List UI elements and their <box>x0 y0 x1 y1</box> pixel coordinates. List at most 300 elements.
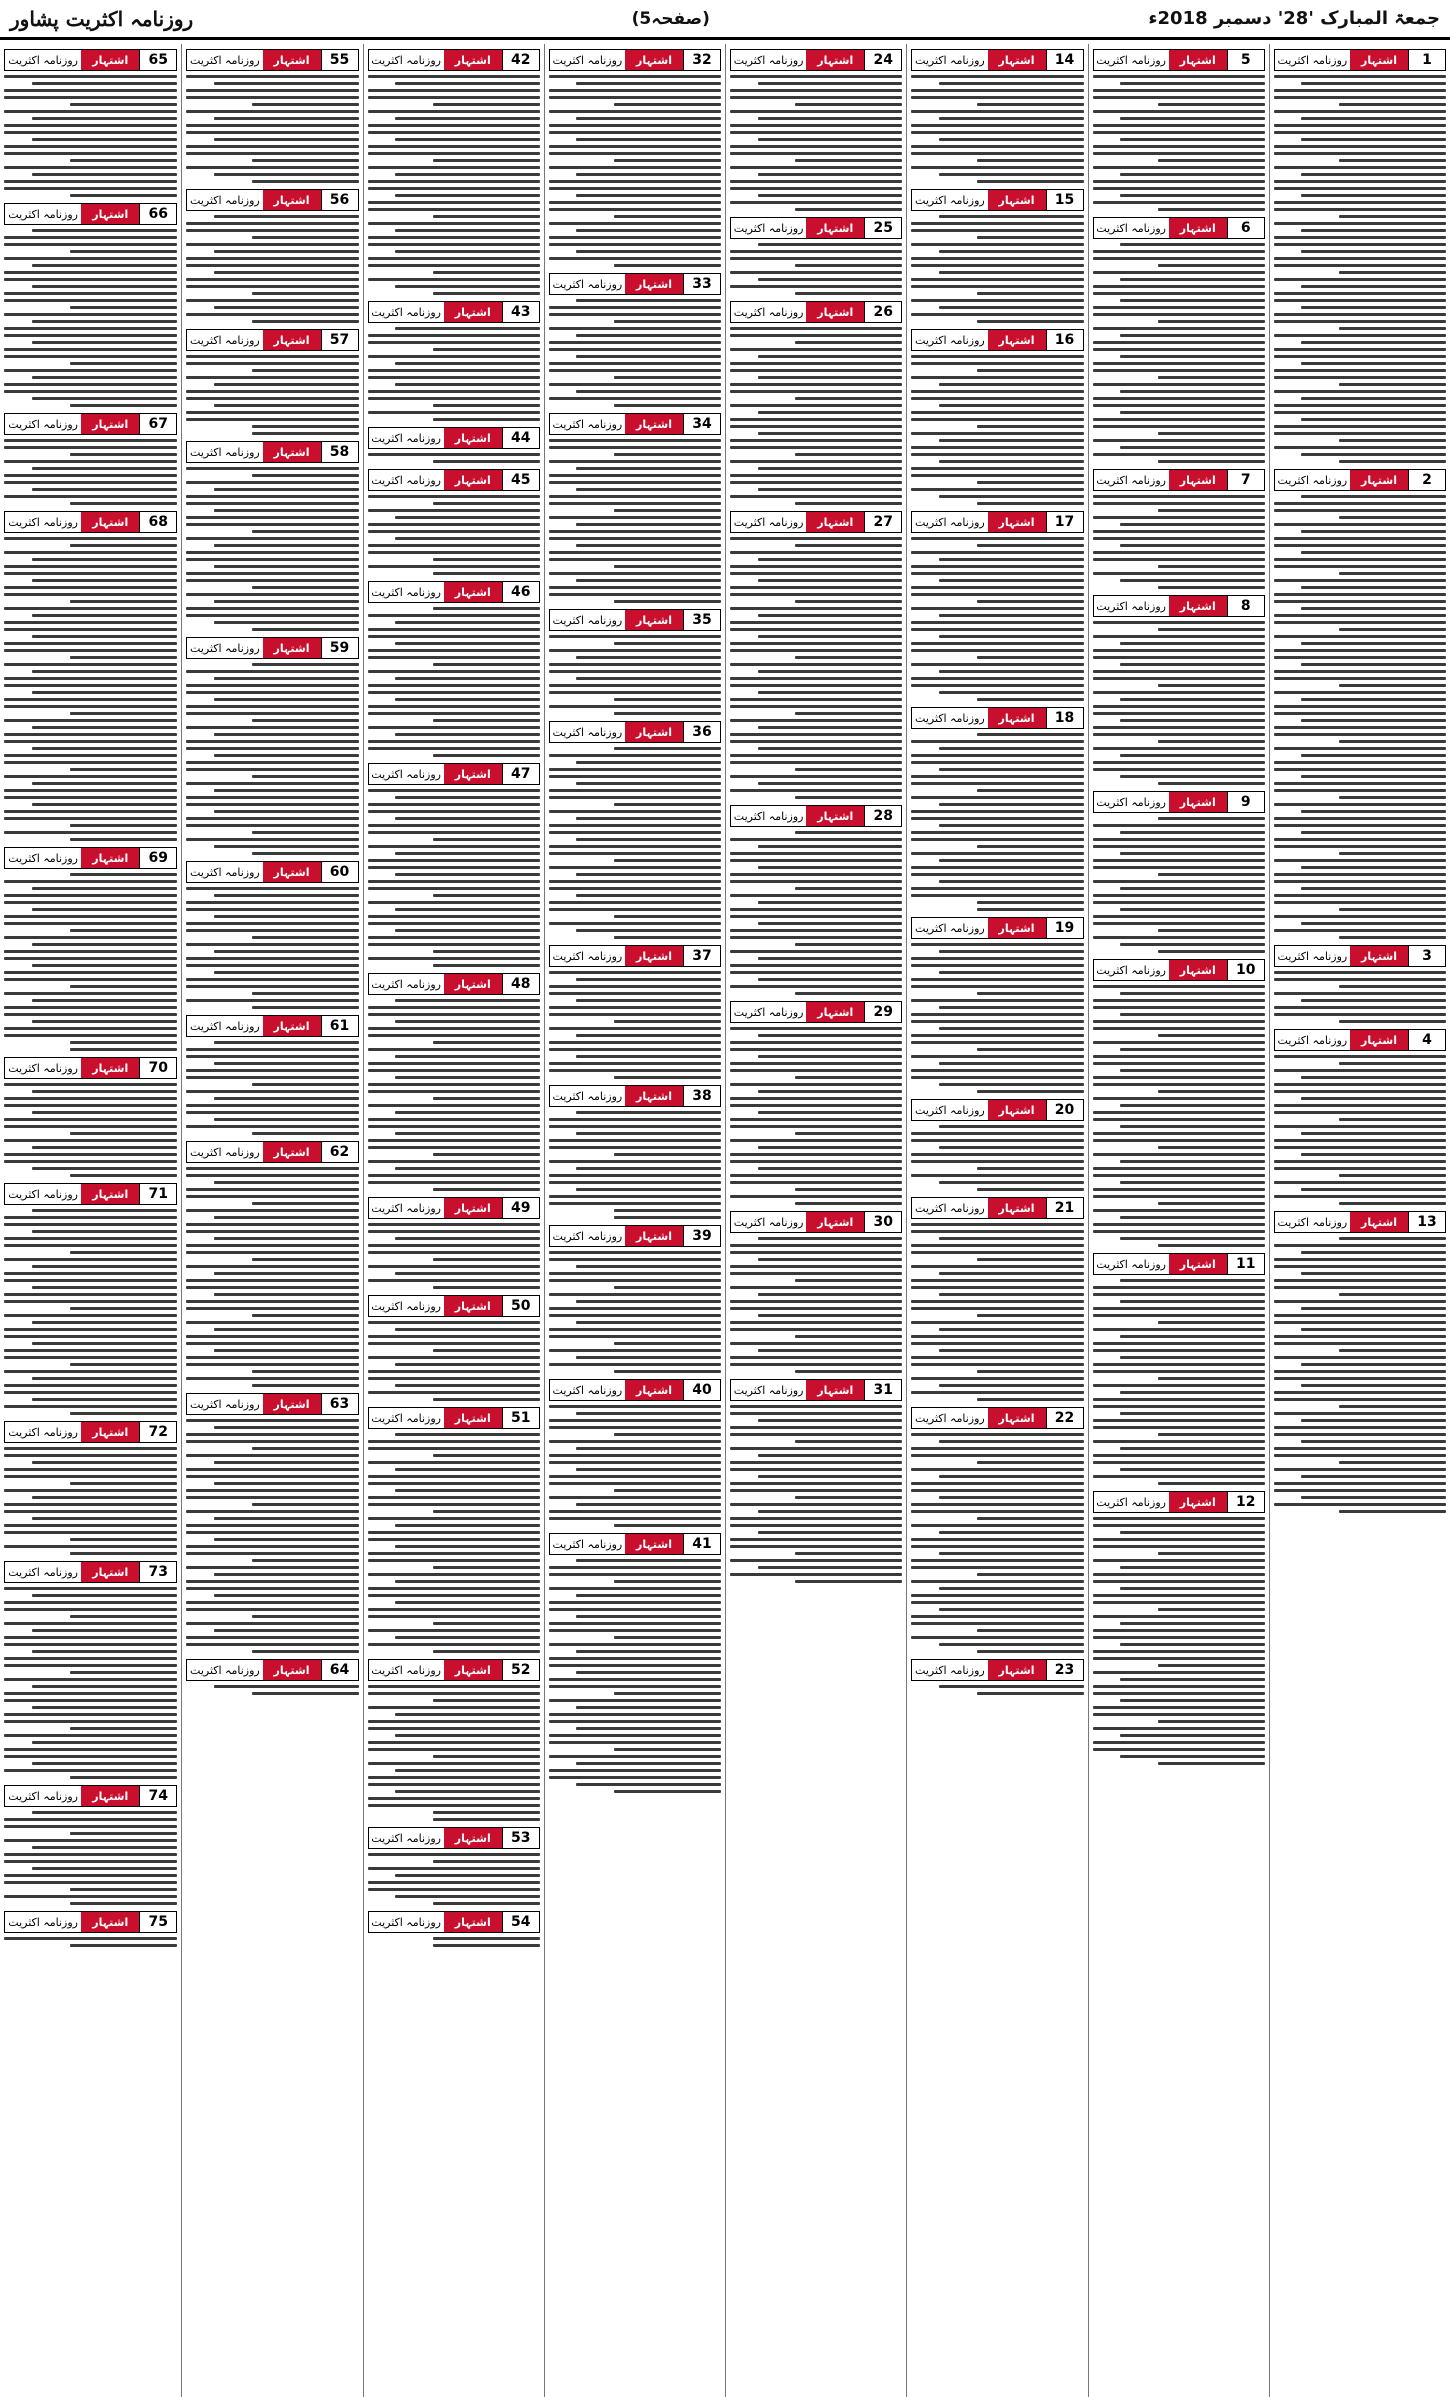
text-line <box>549 89 721 92</box>
text-line <box>549 1328 721 1331</box>
text-line <box>433 1699 540 1702</box>
text-line <box>730 936 902 939</box>
text-line <box>549 551 721 554</box>
text-line <box>4 1699 177 1702</box>
text-line <box>1093 985 1265 988</box>
text-line <box>730 740 902 743</box>
notice-17 <box>911 511 1083 701</box>
text-line <box>1093 649 1265 652</box>
text-line <box>549 670 721 673</box>
notice-body-text <box>368 327 540 421</box>
text-line <box>1274 1160 1446 1163</box>
text-line <box>911 677 1083 680</box>
text-line <box>368 1335 540 1338</box>
notice-source-label: روزنامہ اکثریت <box>5 50 81 70</box>
text-line <box>186 817 358 820</box>
notice-body-text <box>4 1447 177 1555</box>
text-line <box>1274 838 1446 841</box>
text-line <box>1274 313 1446 316</box>
text-line <box>1274 747 1446 750</box>
text-line <box>758 432 903 435</box>
text-line <box>1120 1104 1265 1107</box>
text-line <box>730 166 902 169</box>
notice-number: 71 <box>139 1184 176 1204</box>
notice-body-text <box>1274 971 1446 1023</box>
text-line <box>1093 705 1265 708</box>
text-line <box>549 1062 721 1065</box>
text-line <box>549 110 721 113</box>
text-line <box>576 1671 721 1674</box>
notice-50 <box>368 1295 540 1401</box>
text-line <box>1120 355 1265 358</box>
text-line <box>368 131 540 134</box>
text-line <box>368 1559 540 1562</box>
text-line <box>1120 1643 1265 1646</box>
text-line <box>795 1370 902 1373</box>
notice-brand-label: اشتہار <box>988 1660 1046 1680</box>
text-line <box>730 1048 902 1051</box>
text-line <box>186 516 358 519</box>
text-line <box>730 572 902 575</box>
text-line <box>758 957 903 960</box>
text-line <box>70 873 177 876</box>
text-line <box>1301 607 1446 610</box>
text-line <box>1158 1034 1265 1037</box>
text-line <box>1274 1083 1446 1086</box>
text-line <box>939 1146 1084 1149</box>
text-line <box>368 1629 540 1632</box>
text-line <box>549 145 721 148</box>
text-line <box>911 1244 1083 1247</box>
text-line <box>368 789 540 792</box>
text-line <box>395 1384 540 1387</box>
text-line <box>4 334 177 337</box>
text-line <box>795 600 902 603</box>
notice-number: 65 <box>139 50 176 70</box>
notice-source-label: روزنامہ اکثریت <box>912 512 987 532</box>
notice-header <box>186 49 358 71</box>
text-line <box>911 278 1083 281</box>
text-line <box>911 145 1083 148</box>
text-line <box>4 1160 177 1163</box>
text-line <box>1274 1489 1446 1492</box>
text-line <box>1274 1265 1446 1268</box>
text-line <box>4 1447 177 1450</box>
text-line <box>368 1090 540 1093</box>
text-line <box>1093 1328 1265 1331</box>
text-line <box>730 187 902 190</box>
text-line <box>795 1279 902 1282</box>
page-number: (صفحہ5) <box>631 9 710 29</box>
notice-body-text <box>1093 1517 1265 1765</box>
text-line <box>549 222 721 225</box>
text-line <box>730 1468 902 1471</box>
text-line <box>614 698 721 701</box>
text-line <box>1093 1055 1265 1058</box>
text-line <box>730 75 902 78</box>
text-line <box>939 635 1084 638</box>
text-line <box>1093 348 1265 351</box>
text-line <box>977 1258 1084 1261</box>
text-line <box>186 978 358 981</box>
text-line <box>758 558 903 561</box>
text-line <box>1158 509 1265 512</box>
text-line <box>1120 1622 1265 1625</box>
notice-body-text <box>911 75 1083 183</box>
text-line <box>4 439 177 442</box>
text-line <box>1274 992 1446 995</box>
text-line <box>4 1748 177 1751</box>
text-line <box>730 110 902 113</box>
text-line <box>186 1174 358 1177</box>
text-line <box>1274 1139 1446 1142</box>
text-line <box>32 1209 178 1212</box>
text-line <box>911 628 1083 631</box>
notice-header <box>186 1393 358 1415</box>
text-line <box>395 117 540 120</box>
text-line <box>368 1342 540 1345</box>
notice-60 <box>186 861 358 1009</box>
text-line <box>1274 1104 1446 1107</box>
text-line <box>70 1251 177 1254</box>
notice-31 <box>730 1379 902 1583</box>
text-line <box>1120 719 1265 722</box>
text-line <box>911 362 1083 365</box>
text-line <box>1093 866 1265 869</box>
text-line <box>730 334 902 337</box>
notice-body-text <box>186 887 358 1009</box>
notice-body-text <box>368 1321 540 1401</box>
text-line <box>70 544 177 547</box>
text-line <box>549 992 721 995</box>
text-line <box>1120 194 1265 197</box>
text-line <box>186 684 358 687</box>
notice-number: 28 <box>864 806 901 826</box>
text-line <box>1274 656 1446 659</box>
text-line <box>1158 1377 1265 1380</box>
text-line <box>368 656 540 659</box>
text-line <box>939 1328 1084 1331</box>
text-line <box>4 383 177 386</box>
text-line <box>730 1482 902 1485</box>
notice-brand-label: اشتہار <box>81 1422 139 1442</box>
text-line <box>911 299 1083 302</box>
text-line <box>549 208 721 211</box>
text-line <box>549 971 721 974</box>
text-line <box>911 432 1083 435</box>
text-line <box>368 880 540 883</box>
text-line <box>1093 502 1265 505</box>
text-line <box>368 1720 540 1723</box>
notice-36 <box>549 721 721 939</box>
text-line <box>576 334 721 337</box>
text-line <box>186 1069 358 1072</box>
notice-header <box>549 273 721 295</box>
text-line <box>1093 691 1265 694</box>
text-line <box>4 1664 177 1667</box>
text-line <box>368 1727 540 1730</box>
text-line <box>1158 1244 1265 1247</box>
text-line <box>549 446 721 449</box>
text-line <box>1274 1342 1446 1345</box>
text-line <box>1274 929 1446 932</box>
notice-brand-label: اشتہار <box>81 414 139 434</box>
text-line <box>186 1104 358 1107</box>
text-line <box>32 341 178 344</box>
text-line <box>549 1335 721 1338</box>
text-line <box>368 1321 540 1324</box>
text-line <box>1093 1706 1265 1709</box>
column-1 <box>1269 44 1450 2397</box>
text-line <box>395 1874 540 1877</box>
text-line <box>252 1447 359 1450</box>
notice-brand-label: اشتہار <box>806 1380 864 1400</box>
masthead <box>0 0 1450 40</box>
notice-brand-label: اشتہار <box>1169 50 1227 70</box>
text-line <box>576 523 721 526</box>
text-line <box>576 1650 721 1653</box>
notice-14 <box>911 49 1083 183</box>
text-line <box>186 964 358 967</box>
text-line <box>186 1433 358 1436</box>
text-line <box>730 971 902 974</box>
text-line <box>70 306 177 309</box>
text-line <box>1274 411 1446 414</box>
text-line <box>433 950 540 953</box>
notice-body-text <box>1093 621 1265 785</box>
text-line <box>395 82 540 85</box>
text-line <box>549 775 721 778</box>
text-line <box>4 761 177 764</box>
text-line <box>4 110 177 113</box>
notice-number: 69 <box>139 848 176 868</box>
text-line <box>730 1461 902 1464</box>
text-line <box>1158 432 1265 435</box>
notice-2 <box>1274 469 1446 939</box>
text-line <box>1339 327 1446 330</box>
text-line <box>186 985 358 988</box>
text-line <box>433 159 540 162</box>
notice-source-label: روزنامہ اکثریت <box>369 1912 444 1932</box>
notice-70 <box>4 1057 177 1177</box>
text-line <box>549 1139 721 1142</box>
text-line <box>186 376 358 379</box>
text-line <box>911 453 1083 456</box>
text-line <box>4 1587 177 1590</box>
text-line <box>4 1454 177 1457</box>
text-line <box>1339 985 1446 988</box>
notice-body-text <box>549 747 721 939</box>
text-line <box>911 243 1083 246</box>
text-line <box>32 1741 178 1744</box>
text-line <box>368 565 540 568</box>
text-line <box>214 544 359 547</box>
notice-body-text <box>1093 817 1265 953</box>
text-line <box>911 740 1083 743</box>
notice-brand-label: اشتہار <box>625 610 683 630</box>
notice-number: 36 <box>683 722 720 742</box>
notice-brand-label: اشتہار <box>1169 1492 1227 1512</box>
text-line <box>939 670 1084 673</box>
text-line <box>911 1510 1083 1513</box>
text-line <box>549 1510 721 1513</box>
notice-39 <box>549 1225 721 1373</box>
text-line <box>911 684 1083 687</box>
text-line <box>939 558 1084 561</box>
text-line <box>1301 1328 1446 1331</box>
text-line <box>1093 838 1265 841</box>
text-line <box>368 1552 540 1555</box>
text-line <box>977 1573 1084 1576</box>
text-line <box>939 1440 1084 1443</box>
text-line <box>1158 1202 1265 1205</box>
text-line <box>252 831 359 834</box>
text-line <box>730 152 902 155</box>
text-line <box>1274 670 1446 673</box>
text-line <box>1120 1755 1265 1758</box>
text-line <box>795 341 902 344</box>
text-line <box>433 292 540 295</box>
text-line <box>4 740 177 743</box>
text-line <box>614 565 721 568</box>
text-line <box>70 1727 177 1730</box>
text-line <box>4 586 177 589</box>
text-line <box>576 817 721 820</box>
text-line <box>32 803 178 806</box>
text-line <box>795 1188 902 1191</box>
text-line <box>4 1216 177 1219</box>
text-line <box>730 1559 902 1562</box>
text-line <box>549 348 721 351</box>
notice-brand-label: اشتہار <box>81 1562 139 1582</box>
notice-source-label: روزنامہ اکثریت <box>731 512 806 532</box>
text-line <box>549 1769 721 1772</box>
text-line <box>1093 110 1265 113</box>
text-line <box>1274 166 1446 169</box>
text-line <box>1120 1391 1265 1394</box>
text-line <box>549 1664 721 1667</box>
text-line <box>911 1335 1083 1338</box>
text-line <box>214 971 359 974</box>
text-line <box>4 1643 177 1646</box>
text-line <box>1274 1258 1446 1261</box>
text-line <box>4 271 177 274</box>
text-line <box>32 1811 178 1814</box>
notice-header <box>549 1225 721 1247</box>
text-line <box>730 1041 902 1044</box>
text-line <box>549 1251 721 1254</box>
text-line <box>911 1489 1083 1492</box>
text-line <box>395 929 540 932</box>
text-line <box>1120 1356 1265 1359</box>
notice-body-text <box>368 1853 540 1905</box>
text-line <box>1093 166 1265 169</box>
notice-brand-label: اشتہار <box>263 330 321 350</box>
text-line <box>1301 285 1446 288</box>
text-line <box>368 691 540 694</box>
text-line <box>1120 278 1265 281</box>
text-line <box>32 1461 178 1464</box>
text-line <box>730 873 902 876</box>
notice-body-text <box>730 831 902 995</box>
text-line <box>911 1363 1083 1366</box>
notice-header <box>4 1057 177 1079</box>
notice-header <box>368 1911 540 1933</box>
text-line <box>1274 1356 1446 1359</box>
notice-source-label: روزنامہ اکثریت <box>5 1058 81 1078</box>
notice-source-label: روزنامہ اکثریت <box>187 1660 262 1680</box>
text-line <box>4 1510 177 1513</box>
text-line <box>1274 677 1446 680</box>
notice-brand-label: اشتہار <box>444 302 502 322</box>
text-line <box>186 1419 358 1422</box>
text-line <box>186 264 358 267</box>
notice-source-label: روزنامہ اکثریت <box>550 1086 625 1106</box>
text-line <box>911 978 1083 981</box>
text-line <box>1158 1433 1265 1436</box>
text-line <box>186 943 358 946</box>
text-line <box>977 481 1084 484</box>
text-line <box>252 159 359 162</box>
text-line <box>1274 1244 1446 1247</box>
text-line <box>4 1258 177 1261</box>
notice-source-label: روزنامہ اکثریت <box>550 414 625 434</box>
notice-body-text <box>368 607 540 757</box>
notice-35 <box>549 609 721 715</box>
text-line <box>1339 1020 1446 1023</box>
text-line <box>1274 803 1446 806</box>
column-3 <box>906 44 1087 2397</box>
text-line <box>4 1713 177 1716</box>
notice-number: 29 <box>864 1002 901 1022</box>
text-line <box>549 313 721 316</box>
text-line <box>4 1524 177 1527</box>
text-line <box>1093 453 1265 456</box>
text-line <box>32 488 178 491</box>
text-line <box>4 817 177 820</box>
text-line <box>1093 439 1265 442</box>
text-line <box>32 1090 178 1093</box>
text-line <box>4 1097 177 1100</box>
text-line <box>977 103 1084 106</box>
text-line <box>4 243 177 246</box>
text-line <box>939 1643 1084 1646</box>
text-line <box>614 1342 721 1345</box>
text-line <box>549 1272 721 1275</box>
text-line <box>795 1580 902 1583</box>
notice-brand-label: اشتہار <box>806 50 864 70</box>
text-line <box>911 1433 1083 1436</box>
text-line <box>1093 894 1265 897</box>
text-line <box>1339 439 1446 442</box>
notice-69 <box>4 847 177 1051</box>
text-line <box>1301 362 1446 365</box>
text-line <box>1093 362 1265 365</box>
text-line <box>214 138 359 141</box>
notice-header <box>4 1911 177 1933</box>
text-line <box>4 1734 177 1737</box>
text-line <box>214 271 359 274</box>
text-line <box>614 1692 721 1695</box>
notice-source-label: روزنامہ اکثریت <box>1275 50 1350 70</box>
text-line <box>368 628 540 631</box>
text-line <box>576 194 721 197</box>
text-line <box>4 1874 177 1877</box>
text-line <box>1274 978 1446 981</box>
text-line <box>252 432 359 435</box>
text-line <box>433 1902 540 1905</box>
text-line <box>186 124 358 127</box>
